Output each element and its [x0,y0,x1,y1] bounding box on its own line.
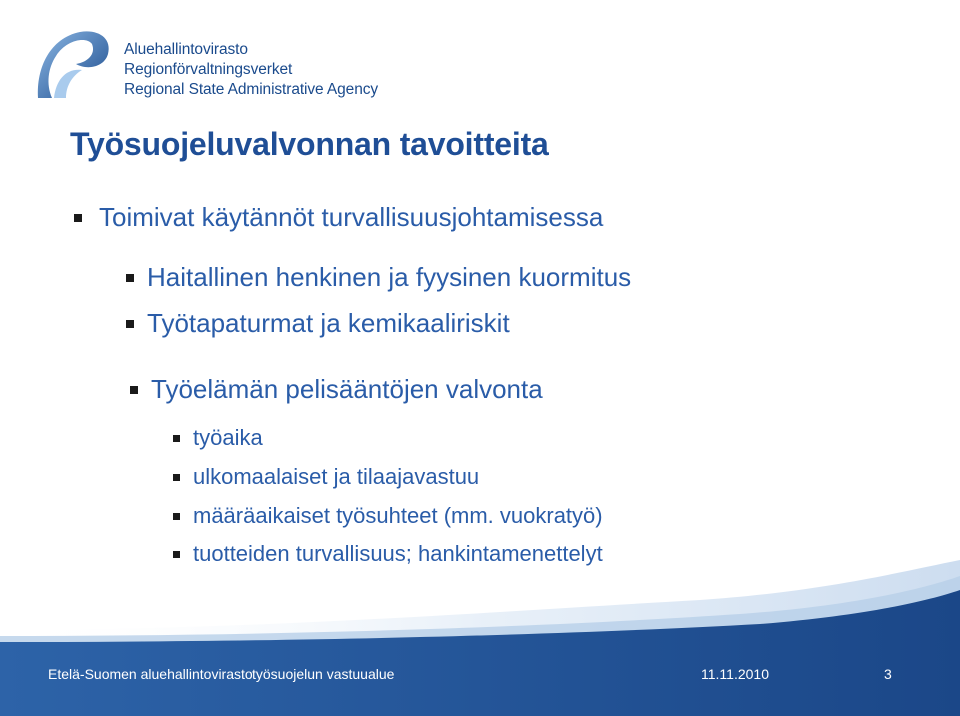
bullet-item [173,464,479,490]
bullet-text: ulkomaalaiset ja tilaajavastuu [193,464,480,489]
bullet-marker [130,386,138,394]
bullet-item [130,374,543,405]
bullet-marker [173,551,180,558]
bullet-marker [173,513,180,520]
bullet-text: työaika [193,425,263,450]
org-name-finnish: Aluehallintovirasto [124,41,248,58]
bullet-text: tuotteiden turvallisuus; hankintamenettelyt [193,541,603,566]
footer-unit: työsuojelun vastuualue [252,666,395,682]
bullet-item [126,308,510,339]
org-name-swedish: Regionförvaltningsverket [124,61,293,78]
bullet-text: Työtapaturmat ja kemikaaliriskit [147,308,510,338]
bullet-text: Toimivat käytännöt turvallisuusjohtamisessa [99,202,604,232]
bullet-text: Työelämän pelisääntöjen valvonta [151,374,543,404]
bullet-text: määräaikaiset työsuhteet (mm. vuokratyö) [193,503,603,528]
org-name-english: Regional State Administrative Agency [124,81,379,98]
bullet-item [74,202,603,233]
bullet-item [126,262,631,293]
slide-title: Työsuojeluvalvonnan tavoitteita [70,126,549,162]
bullet-marker [126,274,134,282]
bullet-text: Haitallinen henkinen ja fyysinen kuormitus [147,262,632,292]
bullet-item [173,503,603,529]
footer-organization: Etelä-Suomen aluehallintovirasto [48,666,253,682]
footer-page-number: 3 [884,666,892,682]
avi-leaf-logo-icon [32,28,114,100]
footer-date: 11.11.2010 [701,666,769,682]
footer-wave-band [0,560,960,716]
bullet-marker [173,435,180,442]
bullet-marker [74,214,82,222]
organization-name [124,40,378,100]
bullet-marker [173,474,180,481]
bullet-marker [126,320,134,328]
bullet-item [173,425,263,451]
